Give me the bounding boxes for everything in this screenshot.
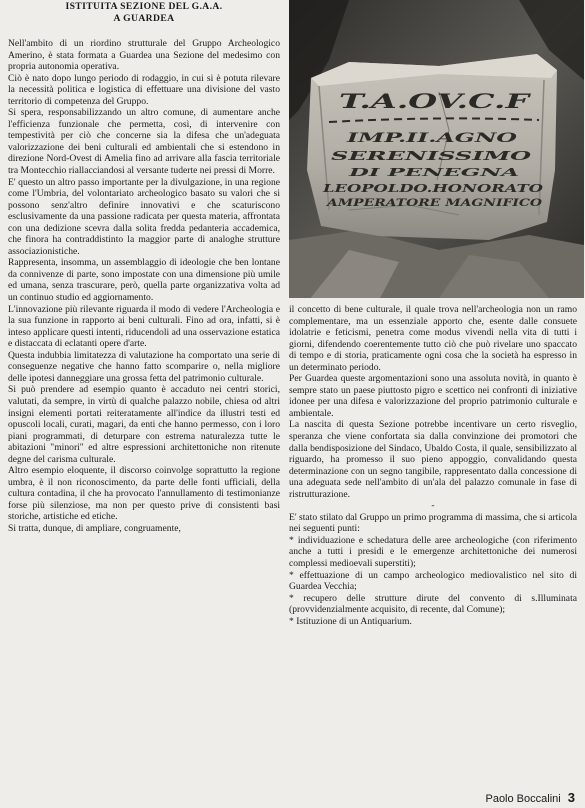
paragraph: Nell'ambito di un riordino strutturale del Gruppo Archeologico Amerino, è stata formata a Guardea una Sezione del medesimo con propria autonomia operativa. [8,38,280,73]
list-item: * recupero delle strutture dirute del convento di s.Illuminata (provvidenzialmente acquisito, di recente, dal Comune); [289,592,577,616]
paragraph: Si tratta, dunque, di ampliare, congruamente, [8,522,181,534]
paragraph: Questa indubbia limitatezza di valutazione ha comportato una serie di conseguenze negative che hanno fatto scomparire o, nella migliore delle ipotesi danneggiare una grossa fetta del patrimonio culturale. [8,349,280,384]
inscription-line-4: DI PENEGNA [346,166,520,179]
paragraph: Per Guardea queste argomentazioni sono una assoluta novità, in quanto è sempre stato un paese piuttosto pigro e scettico nei confronti di iniziative idonee per una difesa e valorizzazione del proprio patrimonio culturale e ambientale. [289,373,577,419]
author-name: Paolo Boccalini [485,793,561,805]
paragraph: Altro esempio eloquente, il discorso coinvolge soprattutto la regione umbra, è il non riconoscimento, da parte delle fonti ufficiali, della cultura contadina, il che ha provocato l'annullamento di testimonianze forse più silenziose, ma non per questo prive di consistenti basi storiche, artistiche ed etiche. [8,465,280,523]
left-text-column [8,38,280,535]
page-number: 3 [567,790,575,805]
paragraph: La nascita di questa Sezione potrebbe incentivare un certo risveglio, speranza che viene confortata sia dalla convinzione dei promotori che dalla bendisposizione del Sindaco, Ubaldo Costa, il quale, sensibilizzato al riguardo, ha promesso il suo pieno appoggio, convalidando questa determinazione con un segno tangibile, rappresentato dalla concessione di una adeguata sede nell'ambito di un'ala del palazzo comunale in fase di ristrutturazione. [289,419,577,500]
list-item: * effettuazione di un campo archeologico mediovalistico nel sito di Guardea Vecchia; [289,569,577,593]
paragraph: E' questo un altro passo importante per la divulgazione, in una regione come l'Umbria, del volontariato archeologico basato su valori che si possono senz'altro definire innovativi e che scaturiscono esclusivamente da una passione radicata per questa materia, affrontata con una dedizione scevra dalla solita fredda pedanteria accademica, che finora ha contraddistinto la maggior parte di analoghe strutture associazionistiche. [8,176,280,257]
list-item: * individuazione e schedatura delle aree archeologiche (con riferimento anche a tutti i presidi e le emergenze architettoniche dei numerosi complessi medioevali superstiti); [289,534,577,570]
page-footer [485,790,575,805]
right-text-column [289,304,577,627]
paragraph: L'innovazione più rilevante riguarda il modo di vedere l'Archeologia e la sua funzione in rapporto ai beni culturali. Fino ad ora, infatti, si è inteso applicare questi intenti, riducendoli ad una osservazione estatica e distaccata di eclatanti opere d'arte. [8,303,280,350]
section-separator: - [431,500,435,512]
inscribed-stone-tablet-photo [289,0,584,298]
paragraph: Si può prendere ad esempio quanto è accaduto nei centri storici, valutati, da sempre, in virtù di qualche palazzo nobile, chiesa od altri insigni elementi portati reiteratamente all'indice da illustri testi ed opuscoli locali, curati, magari, da enti che hanno permesso, con i loro piani programmati, di deturpare con estrema naturalezza tutte le abitazioni "minori" ed altre espressioni architettoniche non ritenute degne del carisma culturale. [8,384,280,465]
inscription-line-6: AMPERATORE MAGNIFICO [325,198,543,209]
list-item: * Istituzione di un Antiquarium. [289,615,412,627]
paragraph: Si spera, responsabilizzando un altro comune, di aumentare anche l'efficienza funzionale che permetta, così, di intervenire con tempestività per ciò che concerne sia la difesa che un'adeguata valorizzazione dei beni culturali ed ambientali che si estendono in direzione Nord-Ovest di Amelia fino ad arrivare alla fascia territoriale tra Montecchio riallacciandosi al versante tuderte nei pressi di Morre. [8,107,280,177]
inscription-line-3: SERENISSIMO [331,149,533,163]
inscription-line-5: LEOPOLDO.HONORATO [321,182,544,195]
paragraph: E' stato stilato dal Gruppo un primo programma di massima, che si articola nei seguenti punti: [289,511,577,535]
inscription-line-1: T.A.OV.C.F [339,89,532,113]
paragraph: Ciò è nato dopo lungo periodo di rodaggio, in cui si è potuta rilevare la necessità politica e logistica di effettuare una divisione del vasto territorio di competenza del Gruppo. [8,72,280,107]
paragraph: il concetto di bene culturale, il quale trova nell'archeologia non un ramo complementare, ma un essenziale apporto che, esente dalle consuete idolatrie e feticismi, penetra come modus vivendi nella vita di tutti i giorni, difendendo coerentemente tutto ciò che può rivelare uno spaccato di tempo e di storia, praticamente ogni cosa che la società ha espresso in un determinato periodo. [289,304,577,373]
article-title-line-2: A GUARDEA [113,13,175,24]
inscription-line-2: IMP.II.AGNO [345,131,519,146]
article-title-line-1: ISTITUITA SEZIONE DEL G.A.A. [65,1,223,12]
paragraph: Rappresenta, insomma, un assemblaggio di ideologie che ben lontane da connivenze di parte, sono impostate con una dimensione più umile ed umana, senza trascurare, però, quella parte organizzativa volta ad un continuo studio ed aggiornamento. [8,257,280,304]
